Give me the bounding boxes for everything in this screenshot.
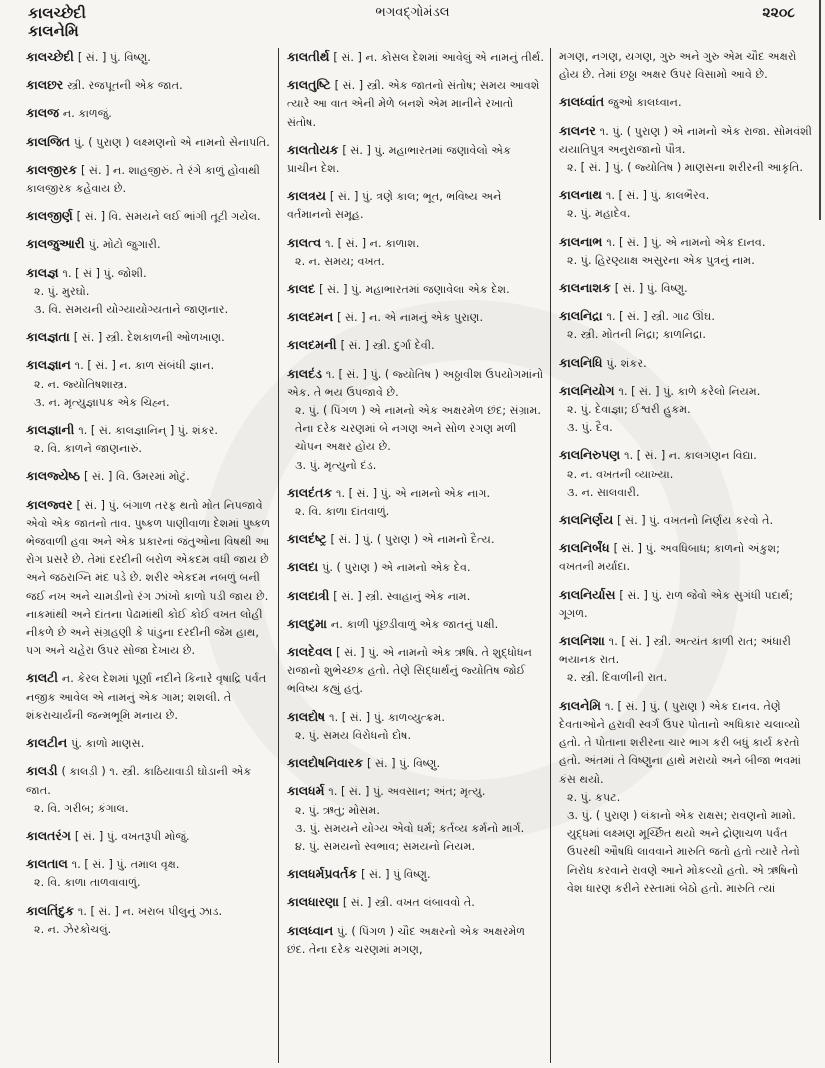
headword: કાલદુમા <box>287 615 327 631</box>
headword: કાલદમન <box>287 309 334 325</box>
definition-text: ૨. સ્ત્રી. દિવાળીની રાત. <box>567 671 668 685</box>
definition-text: [ સં. ] વિ. સમયને લઈ ભાંગી તૂટી ગયેલ. <box>76 210 261 224</box>
entry-definition <box>559 307 812 326</box>
definition-text: ૧. [ સં. ] પું. ( જ્યોતિષ ) અઠ્ઠાવીશ ઉપયોગમાંનો એક. તે ભય ઉપજાવે છે. <box>287 367 544 399</box>
entry-sense <box>26 874 272 892</box>
entry-sense <box>559 466 812 484</box>
headword: કાલજીરક <box>26 161 77 177</box>
definition-text: ૨. પું. સમય વિરોધનો દોષ. <box>295 728 412 742</box>
headword: કાલતાલ <box>26 856 68 872</box>
page-edge <box>819 0 821 220</box>
headword: કાલતીર્થ <box>287 49 330 64</box>
dictionary-entry <box>559 539 812 576</box>
entry-definition <box>26 207 272 226</box>
entry-sense <box>287 802 544 820</box>
definition-text: ૩. વિ. સમયની યોગ્યાયોગ્યતાને જાણનાર. <box>34 303 229 317</box>
entry-definition <box>287 280 544 299</box>
definition-text: ૧. [ સં. ] પું. એ નામનો એક દાનવ. <box>606 235 766 249</box>
entry-definition <box>287 234 544 253</box>
entry-definition <box>26 467 272 486</box>
definition-text: પું. ( પુરાણ ) એ નામનો એક દેવ. <box>322 561 471 575</box>
definition-text: ૧. [ સં. ] ન. કાલગણન વિદ્યા. <box>624 449 757 463</box>
dictionary-entry <box>287 643 544 699</box>
definition-text: ૨. પું. દેવાજ્ઞા; ઈશ્વરી હુકમ. <box>567 403 691 417</box>
definition-text: [ સં. ] પું વિષ્ણુ. <box>361 868 431 882</box>
definition-text: ૧. [ સં. ] પું. કાળવ્યુત્ક્રમ. <box>329 710 445 724</box>
dictionary-entry <box>287 530 544 549</box>
dictionary-entry <box>26 467 272 486</box>
entry-definition <box>26 328 272 347</box>
definition-text: ૨. પું. મહાદેવ. <box>567 207 631 221</box>
dictionary-entry <box>26 235 272 254</box>
dictionary-entry <box>559 446 812 502</box>
dictionary-entry <box>559 382 812 438</box>
page-header <box>0 0 825 44</box>
page-number: ૨૨૦૮ <box>762 5 795 21</box>
definition-text: [ સં. ] પું. ત્રણે કાલ; ભૂત, ભવિષ્ય અને વર્તમાનનો સમૂહ. <box>287 190 502 222</box>
entry-definition <box>26 235 272 254</box>
entry-sense <box>559 401 812 419</box>
headword: કાલદેવલ <box>287 644 333 660</box>
definition-text: જુઓ કાલધ્વાન. <box>608 96 682 110</box>
dictionary-entry <box>287 76 544 132</box>
dictionary-entry <box>26 496 272 661</box>
definition-text: ૧. [ સં. ] સ્ત્રી. ગાઢ ઊંઘ. <box>606 310 715 324</box>
dictionary-entry <box>559 632 812 688</box>
definition-text: [ સં. ] સ્ત્રી. દુર્ગા દેવી. <box>340 339 435 353</box>
definition-text: ૧. [ સં ] પું. જોશી. <box>62 266 147 280</box>
definition-text: ૩. ન. સાલવારી. <box>567 485 640 499</box>
definition-text: ( કાલડ઼ી ) ૧. સ્ત્રી. કાઠિયાવાડી ઘોડાની એક જાત. <box>26 765 252 797</box>
dictionary-entry <box>287 234 544 271</box>
definition-text: ન. કાળી પૂંછડીવાળું એક જાતનું પક્ષી. <box>330 617 499 631</box>
headword: કાલજ્ઞાન <box>26 357 71 373</box>
headword: કાલનિદ્રા <box>559 308 603 324</box>
entry-definition <box>559 697 812 789</box>
headword: કાલજ્ઞાની <box>26 422 75 438</box>
entry-definition <box>26 356 272 375</box>
entry-definition <box>287 308 544 327</box>
definition-text: ૨. ન. જ્યોતિષશાસ્ત્ર. <box>34 377 128 391</box>
dictionary-entry <box>559 122 812 178</box>
entry-definition <box>287 587 544 606</box>
entry-sense <box>559 669 812 687</box>
headword: કાલધર્મ <box>287 783 325 799</box>
entry-sense <box>287 253 544 271</box>
dictionary-entry <box>287 782 544 856</box>
headword: કાલધર્મપ્રવર્તક <box>287 866 358 882</box>
headword: કાલનિર્યાસ <box>559 586 616 602</box>
entry-definition <box>559 511 812 530</box>
definition-text: ૩. પું. સમયને યોગ્ય એવો ધર્મ; કર્તવ્ય કર્મનો માર્ગ. <box>295 821 525 835</box>
entry-sense <box>287 727 544 745</box>
definition-text: [ સં. ] પું. અવધિબાધ; કાળનો અંકુશ; વખતની મર્યાદા. <box>559 542 780 574</box>
headword: કાલનિશા <box>559 633 605 649</box>
definition-text: [ સં. ] ન. કોસલ દેશમાં આવેલું એ નામનું તીર્થ. <box>333 51 544 64</box>
definition-text: [ સં. ] વિ. ઉમરમાં મોટું. <box>83 470 190 484</box>
definition-text: ન. કેરલ દેશમાં પૂર્ણા નદીને કિનારે વૃષાદ્રિ પર્વત નજીક આવેલ એ નામનું એક ગામ; શશલી. તે શંકરાચાર્યની જન્મભૂમિ મનાય છે. <box>26 672 267 722</box>
headword: કાલધ્વાન <box>287 922 334 938</box>
entry-definition <box>287 530 544 549</box>
definition-text: [ સં. ] પું. એ નામનો એક ઋષિ. તે શુદ્ધોધન રાજાનો શુભેચ્છક હતો. તેણે સિદ્ધાર્થનું જ્યોતિષ જોઈ ભવિષ્ય કહ્યું હતું. <box>287 646 533 696</box>
entry-sense <box>287 838 544 856</box>
definition-text: ૩. પું. દૈવ. <box>567 421 613 435</box>
definition-text: ૧. [ સં. ] ન. કાળાશ. <box>325 236 420 250</box>
headword: કાલડી <box>26 763 58 779</box>
definition-text: [ સં. ] પું. વખતનો નિર્ણય કરવો તે. <box>617 514 774 528</box>
dictionary-entry <box>26 328 272 347</box>
dictionary-entry <box>287 708 544 745</box>
headword: કાલનાભ <box>559 233 603 249</box>
dictionary-entry <box>287 336 544 355</box>
dictionary-entry <box>26 356 272 412</box>
dictionary-entry <box>287 308 544 327</box>
dictionary-entry <box>26 76 272 95</box>
definition-text: ૨. પું. હિરણ્યાક્ષ અસુરના એક પુત્રનું નામ. <box>567 253 755 267</box>
dictionary-entry <box>559 93 812 112</box>
entry-definition <box>287 141 544 178</box>
dictionary-entry <box>26 133 272 152</box>
entry-definition <box>287 48 544 67</box>
entry-sense <box>26 800 272 818</box>
definition-text: પું. મોટો જુગારી. <box>88 238 161 252</box>
headword: કાલતુષ્ટિ <box>287 77 331 93</box>
definition-text: ૧. [ સં. કાલજ્ઞાનિન્ ] પું. શંકર. <box>78 424 218 438</box>
dictionary-entry <box>26 734 272 753</box>
entry-sense <box>26 921 272 939</box>
entry-definition <box>26 421 272 440</box>
headword: કાલદંડ <box>287 365 322 381</box>
headword: કાલતરંગ <box>26 827 71 843</box>
definition-text: ૨. પું. કપટ. <box>567 790 621 804</box>
definition-text: ૨. ન. સમય; વખત. <box>295 254 385 268</box>
entry-sense <box>287 402 544 457</box>
headword: કાલનાથ <box>559 187 602 203</box>
entry-definition <box>287 615 544 634</box>
definition-text: ૩. ન. મૃત્યુજ્ઞાપક એક ચિહ્ન. <box>34 395 170 409</box>
dictionary-entry <box>287 922 544 959</box>
guide-word-first: કાલચ્છેદી <box>28 4 86 22</box>
entry-sense <box>287 820 544 838</box>
entry-definition <box>287 643 544 699</box>
entry-sense <box>559 807 812 898</box>
entry-definition <box>26 902 272 921</box>
definition-text: ૧. [ સં. ] પું. કાળે કરેલો નિયમ. <box>618 384 761 398</box>
dictionary-entry <box>559 186 812 223</box>
entry-definition <box>26 734 272 753</box>
dictionary-entry <box>287 280 544 299</box>
entry-definition <box>287 187 544 224</box>
entry-definition <box>26 264 272 283</box>
entry-definition <box>26 133 272 152</box>
dictionary-entry <box>287 141 544 178</box>
definition-text: [ સં. ] પું. વિષ્ણુ. <box>77 51 151 64</box>
entry-definition <box>559 233 812 252</box>
dictionary-entry <box>287 893 544 912</box>
headword: કાલનિધિ <box>559 354 603 370</box>
entry-definition <box>26 161 272 198</box>
definition-text: [ સં. ] ન. શાહજીરું. તે રંગે કાળું હોવાથી કાલજીરક કહેવાય છે. <box>26 163 261 196</box>
entry-definition <box>26 855 272 874</box>
dictionary-entry <box>287 558 544 577</box>
book-title: ભગવદ્ગોમંડલ <box>375 5 450 20</box>
definition-text: [ સં. ] પું. રાળ જેવો એક સુગંધી પદાર્થ; ગૂગળ. <box>559 588 794 620</box>
headword: કાલચ્છેદી <box>26 49 74 64</box>
definition-text: ૧. [ સં. ] પું. એ નામનો એક નાગ. <box>336 486 491 500</box>
headword: કાલજ્ઞ <box>26 264 59 280</box>
definition-text: [ સં. ] પું. વિષ્ણુ. <box>367 757 441 771</box>
definition-text: પું. કાળો માણસ. <box>71 737 145 751</box>
entry-definition <box>287 754 544 773</box>
dictionary-entry <box>26 762 272 818</box>
entry-sense <box>26 440 272 458</box>
dictionary-entry <box>26 902 272 939</box>
headword: કાલજ <box>26 105 59 121</box>
entry-definition <box>559 186 812 205</box>
entry-definition <box>559 539 812 576</box>
headword: કાલનાશક <box>559 280 611 296</box>
entry-sense <box>559 252 812 270</box>
definition-text: ૧. [ સં. ] પું. તમાલ વૃક્ષ. <box>71 858 180 872</box>
headword: કાલધ્વાંત <box>559 94 605 110</box>
definition-text: ૧. [ સં. ] પું. ( પુરાણ ) એક દાનવ. તેણે દેવતાઓને હરાવી સ્વર્ગ ઉપર પોતાનો અધિકાર ચલાવ્યો હતો. તે પોતાના શરીરના ચાર ભાગ કરી બધું કાર્ય કરતો હતો. અંતમાં તે વિષ્ણુના હાથે મરાયો અને બીજા ભવમાં કંસ થયો. <box>559 699 801 786</box>
headword: કાલજુઆરી <box>26 236 85 252</box>
headword: કાલટીન <box>26 735 68 751</box>
entry-definition <box>26 48 272 67</box>
headword: કાલદમની <box>287 337 337 353</box>
entry-definition <box>26 496 272 661</box>
entry-definition <box>287 708 544 727</box>
dictionary-entry <box>26 264 272 320</box>
entry-definition <box>559 586 812 623</box>
column-1 <box>26 48 278 1063</box>
definition-text: ૨. વિ. ગરીબ; કંગાલ. <box>34 801 129 815</box>
dictionary-entry <box>559 586 812 623</box>
entry-definition <box>287 558 544 577</box>
entry-definition <box>26 669 272 725</box>
entry-definition <box>287 865 544 884</box>
definition-text: ૨. વિ. કાળને જાણનારું. <box>34 442 142 456</box>
dictionary-entry <box>26 827 272 846</box>
entry-sense <box>559 484 812 502</box>
headword: કાલદોષનિવારક <box>287 755 364 771</box>
definition-text: [ સં. ] પું. મહાભારતમાં જણાવેલો એક પ્રાચીન દેશ. <box>287 143 511 176</box>
dictionary-entry <box>287 865 544 884</box>
headword: કાલનિરુપણ <box>559 447 621 463</box>
definition-text: [ સં. ] પું. ( પુરાણ ) એ નામનો દૈત્ય. <box>330 533 495 547</box>
headword: કાલત્વ <box>287 234 322 250</box>
column-2 <box>278 48 550 1063</box>
dictionary-entry <box>559 307 812 344</box>
definition-text: ૧. [ સં. ] ન. ખરાબ પીલુનું ઝાડ. <box>77 904 223 918</box>
definition-text: ૧. પું. ( પુરાણ ) એ નામનો એક રાજા. સોમવંશી યયાતિપુત્ર અનુરાજાનો પૌત્ર. <box>559 124 812 156</box>
definition-text: [ સં. ] પું. મહાભારતમાં જણાવેલા એક દેશ. <box>319 283 510 297</box>
dictionary-entry <box>26 855 272 892</box>
definition-text: ૧. [ સં. ] સ્ત્રી. અત્યંત કાળી રાત; અંધારી ભયાનક રાત. <box>559 635 791 667</box>
headword: કાલનિર્ણય <box>559 512 614 528</box>
guide-word-last: કાલનેમિ <box>28 22 79 40</box>
dictionary-entry <box>287 187 544 224</box>
headword: કાલદાત્રી <box>287 587 330 603</box>
headword: કાલદંષ્ટ્ર <box>287 531 327 547</box>
entry-definition <box>287 336 544 355</box>
headword: કાલનેમિ <box>559 697 601 713</box>
entry-definition <box>559 93 812 112</box>
entry-sense <box>26 301 272 319</box>
headword: કાલનર <box>559 122 596 138</box>
dictionary-entry <box>287 365 544 475</box>
definition-text: પું. શંકર. <box>606 356 647 370</box>
definition-text: ૨. વિ. કાળા તાળવાવાળું. <box>34 876 141 890</box>
entry-definition <box>559 122 812 159</box>
headword: કાલજ્ઞતા <box>26 329 70 345</box>
definition-text: પું. ( પુરાણ ) લક્ષ્મણનો એ નામનો સેનાપતિ. <box>73 135 270 149</box>
definition-text: ૧. [ સં. ] ન. કાળ સંબંધી જ્ઞાન. <box>74 359 215 373</box>
dictionary-entry <box>559 354 812 373</box>
entry-definition <box>559 382 812 401</box>
dictionary-entry <box>26 669 272 725</box>
entry-sense <box>287 457 544 475</box>
definition-text: ૨. પું. ( પિંગળ ) એ નામનો એક અક્ષરમેળ છંદ; સંગ્રામ. તેના દરેક ચરણમાં બે નગણ અને સોળ રગણ મળી ચોપન અક્ષર હોય છે. <box>295 404 541 454</box>
entry-definition <box>287 893 544 912</box>
definition-text: ૨. સ્ત્રી. મોતની નિદ્રા; કાળનિદ્રા. <box>567 328 706 342</box>
definition-text: ૪. પું. સમયનો સ્વભાવ; સમયનો નિયમ. <box>295 839 476 853</box>
dictionary-entry <box>287 615 544 634</box>
headword: કાલટી <box>26 670 58 686</box>
entry-definition <box>559 632 812 669</box>
dictionary-entry <box>26 104 272 123</box>
headword: કાલછર <box>26 77 64 93</box>
headword: કાલજીર્ણ <box>26 208 73 224</box>
entry-sense <box>287 503 544 521</box>
definition-text: સ્ત્રી. રજપૂતની એક જાત. <box>67 79 183 93</box>
definition-text: [ સં. ] સ્ત્રી. સ્વાહાનું એક નામ. <box>333 589 471 603</box>
headword: કાલજ્યેષ્ઠ <box>26 468 80 484</box>
headword: કાલજ્વર <box>26 496 73 512</box>
definition-text: [ સં. ] પું. વખતરૂપી મોજું. <box>74 829 190 843</box>
dictionary-entry <box>287 48 544 67</box>
dictionary-columns <box>26 48 816 1063</box>
dictionary-entry <box>26 421 272 458</box>
entry-definition <box>26 827 272 846</box>
definition-text: [ સં. ] સ્ત્રી. દેશકાળની ઓળખાણ. <box>73 331 225 345</box>
entry-definition <box>287 365 544 402</box>
entry-sense <box>559 205 812 223</box>
dictionary-entry <box>26 48 272 67</box>
definition-text: ૨. ન. વખતની વ્યાખ્યા. <box>567 467 674 481</box>
definition-text: ૨. [ સં. ] પું. ( જ્યોતિષ ) માણસના શરીરની આકૃતિ. <box>567 161 803 175</box>
definition-text: [ સં. ] ન. એ નામનું એક પુરાણ. <box>337 311 484 325</box>
dictionary-entry <box>559 233 812 270</box>
entry-definition <box>559 279 812 298</box>
dictionary-entry <box>26 161 272 198</box>
dictionary-entry <box>287 754 544 773</box>
entry-definition <box>26 76 272 95</box>
entry-sense <box>559 159 812 177</box>
definition-text: [ સં. ] સ્ત્રી. વખત લંબાવવો તે. <box>342 896 475 910</box>
dictionary-entry <box>287 587 544 606</box>
definition-text: [ સં. ] પું. વિષ્ણુ. <box>614 282 688 296</box>
headword: કાલદ <box>287 281 316 297</box>
dictionary-entry <box>559 697 812 898</box>
headword: કાલધારણા <box>287 894 339 910</box>
headword: કાલત્રય <box>287 188 326 204</box>
definition-text: [ સં. ] પું. બંગાળ તરફ થતો મોત નિપજાવે એવો એક જાતનો તાવ. પુષ્કળ પાણીવાળા દેશમાં પુષ્કળ ભેજવાળી હવા અને એક પ્રકારનાં જંતુઓના વિષથી આ રોગ પ્રસરે છે. તેમાં દરદીની બરોળ એકદમ વધી જાય છે અને જઠરાગ્નિ મંદ પડે છે. શરીર એકદમ નબળું બની જઈ નખ અને ચામડીનો રંગ ઝાંખો કાળો પડી જાય છે. નાકમાંથી અને દાંતના પેઢામાંથી કોઈ કોઈ વખત લોહી નીકળે છે અને સંગ્રહણી કે પાંડુના દરદીની જેમ હાથ, પગ અને ચહેરા ઉપર સોજા દેખાય છે. <box>26 498 271 658</box>
entry-definition <box>559 48 812 84</box>
entry-sense <box>559 326 812 344</box>
dictionary-entry <box>559 279 812 298</box>
entry-definition <box>26 762 272 799</box>
headword: કાલનિયોગ <box>559 382 615 398</box>
dictionary-entry <box>559 48 812 84</box>
definition-text: ન. કાળજું. <box>62 107 112 121</box>
definition-text: ૩. પું. મૃત્યુનો દંડ. <box>295 458 377 472</box>
entry-definition <box>287 922 544 959</box>
headword: કાલદંતક <box>287 484 333 500</box>
definition-text: ૩. પું. ( પુરાણ ) લંકાનો એક રાક્ષસ; રાવણનો મામો. યુદ્ધમાં લક્ષ્મણ મૂર્ચ્છિત થયો અને દ્રોણાચળ પર્વત ઉપરથી ઔષધિ લાવવાને મારુતિ જતો હતો ત્યારે તેનો નિરોધ કરવાને રાવણે આને મોકલ્યો હતો. એ ઋષિનો વેશ ધારણ કરીને રસ્તામાં બેઠો હતો. મારુતિ ત્યાં <box>567 808 800 895</box>
headword: કાલતોયક <box>287 141 339 157</box>
entry-definition <box>26 104 272 123</box>
headword: કાલજિત <box>26 133 70 149</box>
entry-sense <box>26 376 272 394</box>
dictionary-entry <box>559 511 812 530</box>
entry-definition <box>287 76 544 132</box>
column-3 <box>550 48 816 1063</box>
headword: કાલનિર્બંધ <box>559 540 610 556</box>
definition-text: ૧. [ સં. ] પું. અવસાન; અંત; મૃત્યુ. <box>328 785 486 799</box>
headword: કાલદોષ <box>287 708 326 724</box>
entry-definition <box>287 782 544 801</box>
entry-definition <box>559 354 812 373</box>
definition-text: ૨. ન. ઝેરકોચલું. <box>34 922 112 936</box>
definition-text: ૨. પું. મુરઘો. <box>34 284 90 298</box>
headword: કાલદા <box>287 559 319 575</box>
entry-sense <box>559 789 812 807</box>
entry-sense <box>26 283 272 301</box>
definition-text: [ સં. ] સ્ત્રી. એક જાતનો સંતોષ; સમય આવશે ત્યારે આ વાત એની મેળે બનશે એમ માનીને રખાતો સંતોષ. <box>287 79 540 129</box>
entry-definition <box>559 446 812 465</box>
entry-sense <box>26 394 272 412</box>
definition-text: ૧. [ સં. ] પું. કાલભૈરવ. <box>605 189 710 203</box>
definition-text: ૨. વિ. કાળા દાંતવાળું. <box>295 505 390 519</box>
headword: કાલતિંદુક <box>26 902 74 918</box>
entry-definition <box>287 484 544 503</box>
dictionary-entry <box>287 484 544 521</box>
definition-text: ૨. પું. ઋતુ; મોસમ. <box>295 803 380 817</box>
definition-text: મગણ, નગણ, યગણ, ગુરુ અને ગુરુ એમ ચૌદ અક્ષરો હોય છે. તેમાં છઠ્ઠા અક્ષર ઉપર વિસામો આવે છે. <box>559 50 797 82</box>
definition-text: પું. ( પિંગળ ) ચૌદ અક્ષરનો એક અક્ષરમેળ છંદ. તેના દરેક ચરણમાં મગણ, <box>287 924 526 956</box>
dictionary-entry <box>26 207 272 226</box>
entry-sense <box>559 419 812 437</box>
